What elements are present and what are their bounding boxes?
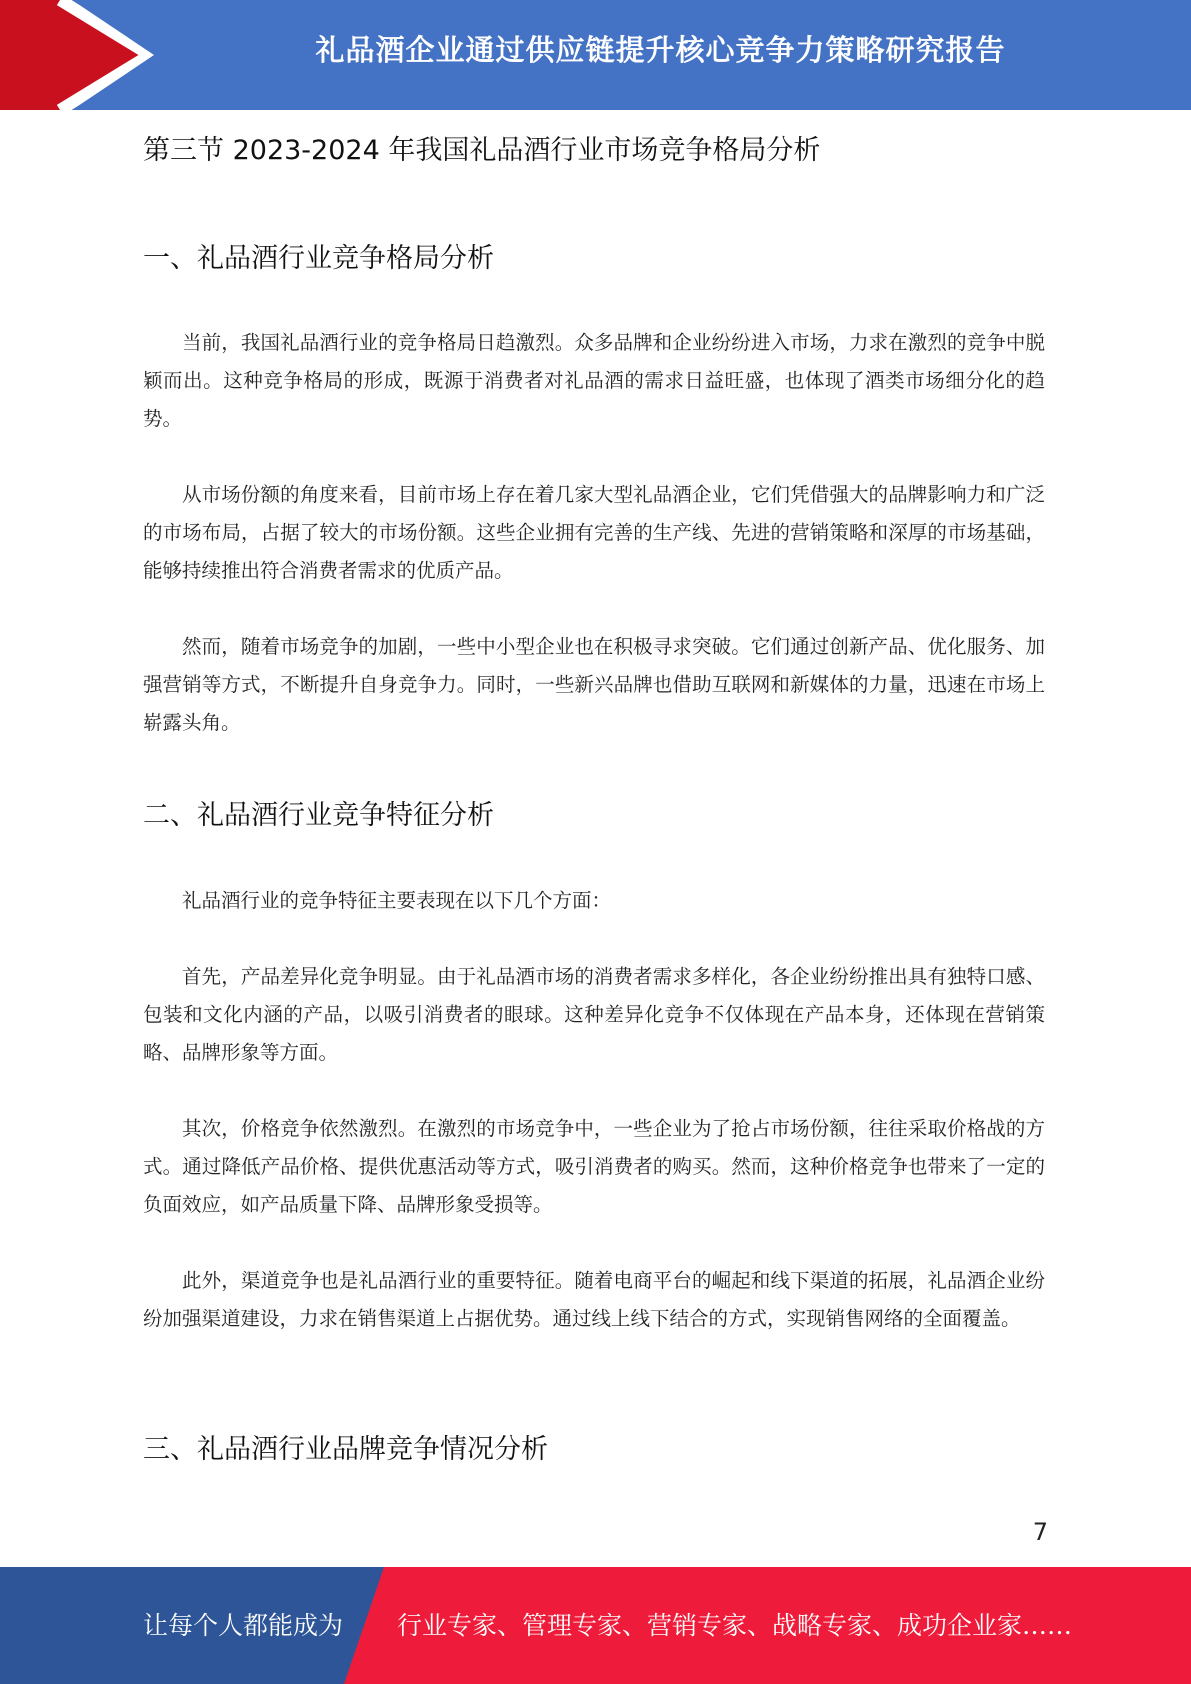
- header-banner: [0, 0, 1191, 110]
- heading-competition-landscape: 一、礼品酒行业竞争格局分析: [143, 243, 494, 274]
- header-arrow-icon: [0, 0, 160, 110]
- footer-slogan: 让每个人都能成为: [143, 1611, 344, 1640]
- paragraph: 此外，渠道竞争也是礼品酒行业的重要特征。随着电商平台的崛起和线下渠道的拓展，礼品酒企业纷纷加强渠道建设，力求在销售渠道上占据优势。通过线上线下结合的方式，实现销售网络的全面覆盖。: [143, 1269, 1045, 1330]
- heading-competition-features: 二、礼品酒行业竞争特征分析: [143, 800, 494, 831]
- footer-banner: [0, 1567, 1191, 1684]
- chapter-section-title: 第三节 2023-2024 年我国礼品酒行业市场竞争格局分析: [143, 135, 821, 166]
- paragraph: 首先，产品差异化竞争明显。由于礼品酒市场的消费者需求多样化，各企业纷纷推出具有独特口感、包装和文化内涵的产品，以吸引消费者的眼球。这种差异化竞争不仅体现在产品本身，还体现在营销策略、品牌形象等方面。: [143, 965, 1045, 1064]
- footer-roles: 行业专家、管理专家、营销专家、战略专家、成功企业家……: [397, 1611, 1073, 1640]
- paragraph: 当前，我国礼品酒行业的竞争格局日趋激烈。众多品牌和企业纷纷进入市场，力求在激烈的竞争中脱颖而出。这种竞争格局的形成，既源于消费者对礼品酒的需求日益旺盛，也体现了酒类市场细分化的趋势。: [143, 331, 1045, 430]
- heading-brand-competition: 三、礼品酒行业品牌竞争情况分析: [143, 1434, 548, 1465]
- report-title: 礼品酒企业通过供应链提升核心竞争力策略研究报告: [315, 33, 1006, 67]
- page-number: 7: [1032, 1518, 1048, 1546]
- paragraph: 礼品酒行业的竞争特征主要表现在以下几个方面：: [182, 889, 612, 912]
- paragraph: 从市场份额的角度来看，目前市场上存在着几家大型礼品酒企业，它们凭借强大的品牌影响力和广泛的市场布局，占据了较大的市场份额。这些企业拥有完善的生产线、先进的营销策略和深厚的市场基础，能够持续推出符合消费者需求的优质产品。: [143, 483, 1045, 582]
- paragraph: 其次，价格竞争依然激烈。在激烈的市场竞争中，一些企业为了抢占市场份额，往往采取价格战的方式。通过降低产品价格、提供优惠活动等方式，吸引消费者的购买。然而，这种价格竞争也带来了一定的负面效应，如产品质量下降、品牌形象受损等。: [143, 1117, 1045, 1216]
- paragraph: 然而，随着市场竞争的加剧，一些中小型企业也在积极寻求突破。它们通过创新产品、优化服务、加强营销等方式，不断提升自身竞争力。同时，一些新兴品牌也借助互联网和新媒体的力量，迅速在市场上崭露头角。: [143, 635, 1045, 734]
